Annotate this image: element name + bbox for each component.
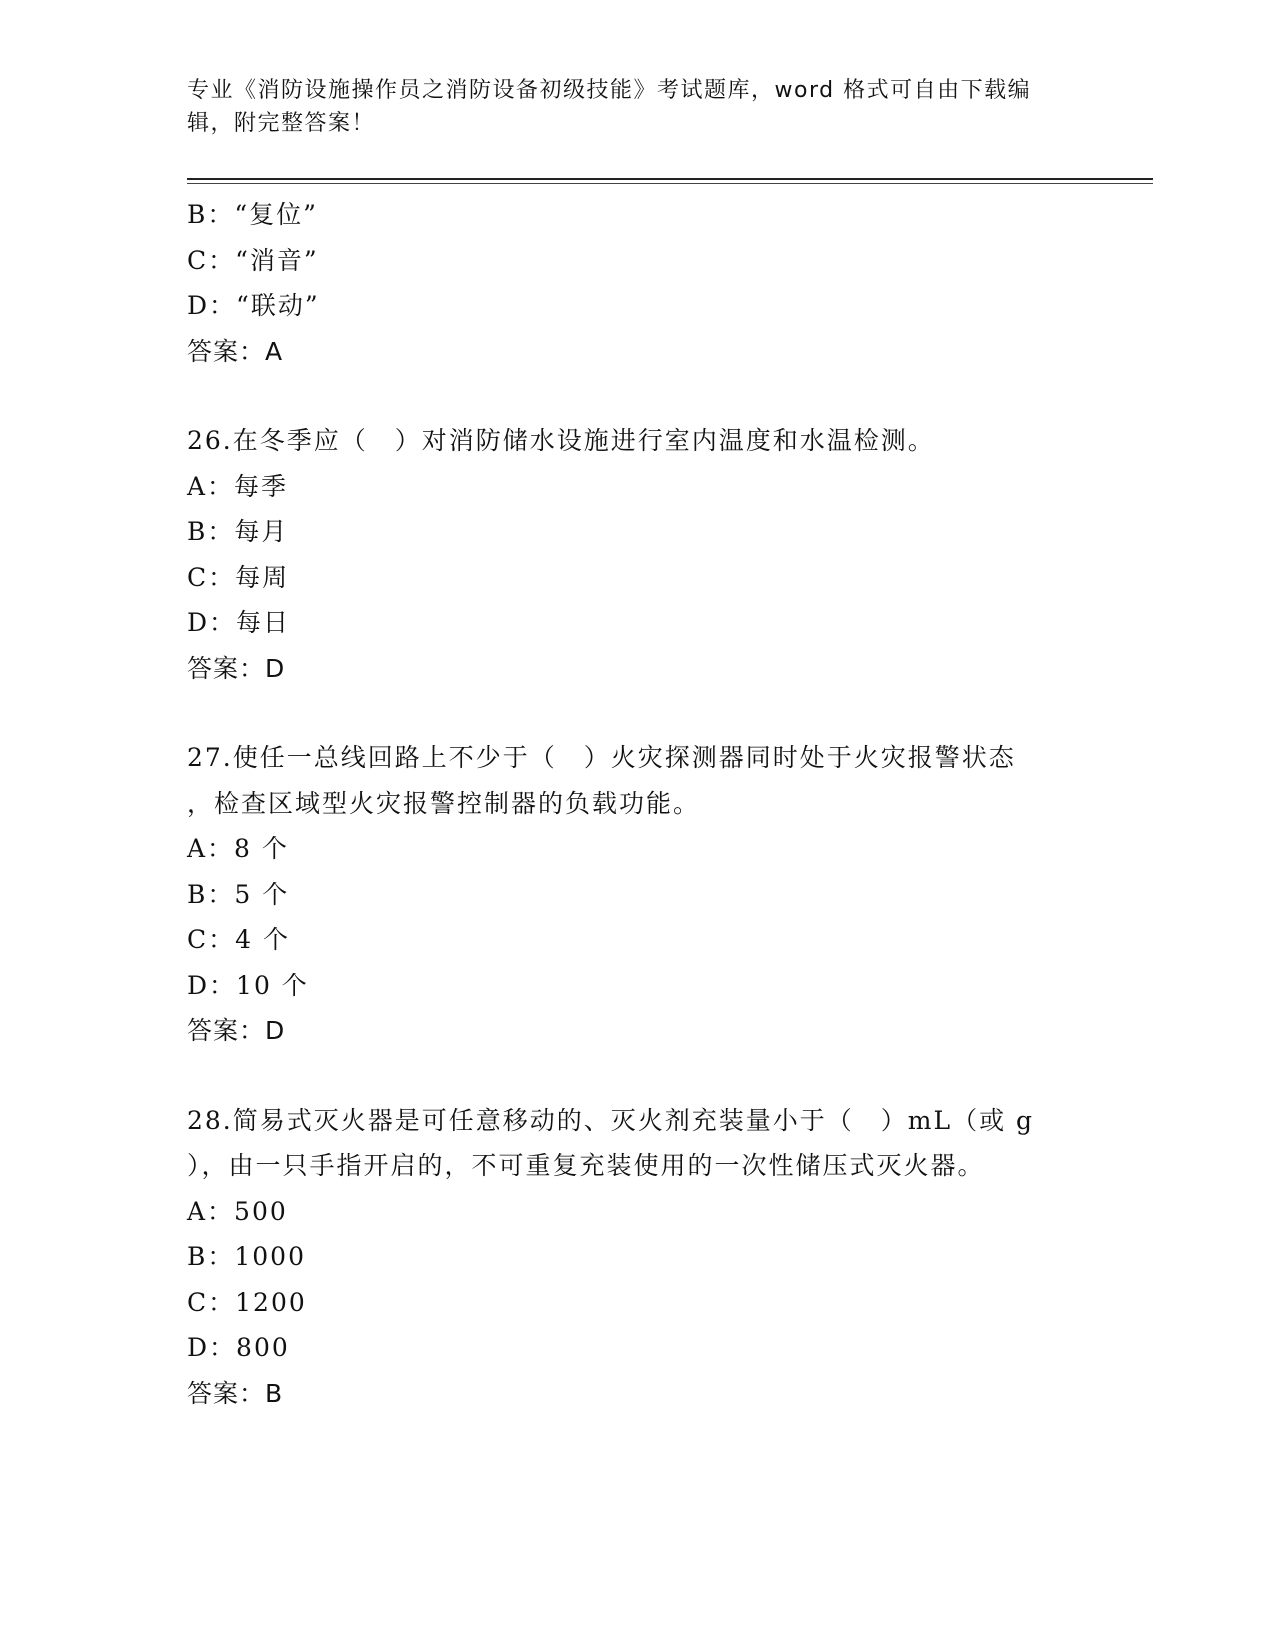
option-b: B：“复位” [187,200,318,229]
question-stem-line-2: ），由一只手指开启的，不可重复充装使用的一次性储压式灭火器。 [187,1151,985,1180]
question-stem: 26.在冬季应（ ）对消防储水设施进行室内温度和水温检测。 [187,426,935,455]
question-stem-line-2: ，检查区域型火灾报警控制器的负载功能。 [187,788,701,818]
question-25-continuation [187,192,1147,374]
option-a: A：8 个 [187,834,289,863]
option-b: B：每月 [187,517,289,546]
option-c: C：1200 [187,1287,307,1317]
answer-line: 答案：D [187,1016,286,1045]
header-line-1: 专业《消防设施操作员之消防设备初级技能》考试题库，word 格式可自由下载编 [187,78,1032,103]
question-stem-line-1: 27.使任一总线回路上不少于（ ）火灾探测器同时处于火灾报警状态 [187,743,1016,772]
option-d: D：“联动” [187,291,320,320]
document-header [187,74,1087,140]
answer-line: 答案：B [187,1378,284,1408]
question-list [187,192,1147,1416]
option-b: B：1000 [187,1242,306,1271]
answer-line: 答案：D [187,653,286,683]
option-d: D：800 [187,1333,290,1362]
question-27 [187,735,1147,1054]
header-line-2: 辑，附完整答案！ [187,111,376,136]
option-c: C：“消音” [187,245,319,275]
option-a: A：500 [187,1196,288,1226]
option-b: B：5 个 [187,879,290,909]
option-d: D：每日 [187,608,291,637]
question-28 [187,1098,1147,1417]
header-divider [187,178,1153,180]
answer-line: 答案：A [187,336,284,366]
question-stem-line-1: 28.简易式灭火器是可任意移动的、灭火剂充装量小于（ ）mL（或 g [187,1105,1035,1135]
header-divider-thin [187,183,1153,184]
option-a: A：每季 [187,471,289,501]
option-d: D：10 个 [187,970,309,1000]
option-c: C：4 个 [187,925,290,954]
question-26 [187,418,1147,691]
option-c: C：每周 [187,562,290,592]
